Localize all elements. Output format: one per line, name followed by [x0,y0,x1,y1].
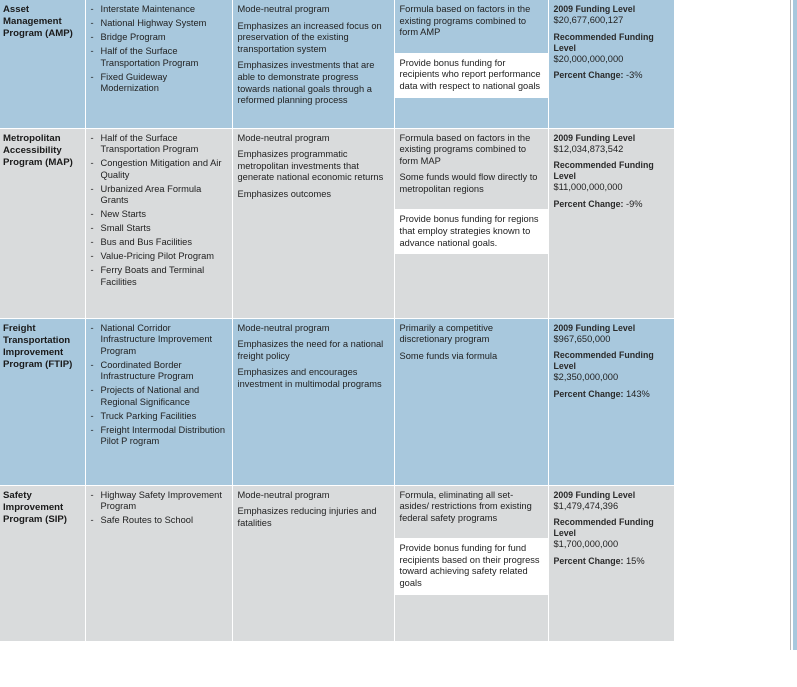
distribution-text: Some funds would flow directly to metropolitan regions [399,172,538,194]
program-name: Freight Transportation Improvement Program (FTIP) [0,318,85,485]
funding-2009-value: $12,034,873,542 [553,143,624,154]
percent-change-label: Percent Change: [553,70,624,81]
funding-2009-label: 2009 Funding Level [553,132,636,143]
percent-change [554,556,669,568]
feature-text: Emphasizes the need for a national freight policy [237,339,384,361]
recommended-funding-label: Recommended Funding Level [553,160,654,182]
recommended-funding-value: $2,350,000,000 [553,372,619,383]
feature-text: Mode-neutral program [237,489,330,500]
distribution-method [395,486,548,536]
existing-programs-list [91,323,227,449]
program-row [0,318,674,485]
list-item: - Half of the Surface Transportation Program [91,133,227,156]
percent-change-value: -3% [626,70,643,81]
program-name: Metropolitan Accessibility Program (MAP) [0,128,85,318]
list-item: - National Corridor Infrastructure Improvement Program [91,323,227,358]
list-item: - Urbanized Area Formula Grants [91,184,227,207]
list-item: - Bridge Program [91,32,227,44]
funding-2009-value: $1,479,474,396 [553,500,619,511]
page-edge-bar [793,0,797,650]
features-cell [232,0,394,128]
page-edge-line [790,0,791,650]
distribution-text: Formula based on factors in the existing programs combined to form AMP [399,4,531,38]
recommended-funding-label: Recommended Funding Level [553,31,654,53]
percent-change-value: 15% [626,555,645,566]
features-cell [232,485,394,641]
feature-text: Mode-neutral program [237,322,330,333]
distribution-method [395,319,548,374]
distribution-cell [394,485,548,641]
existing-programs-list [91,4,227,95]
distribution-text: Formula based on factors in the existing programs combined to form MAP [399,132,531,166]
list-item: - Value-Pricing Pilot Program [91,251,227,263]
list-item: - National Highway System [91,18,227,30]
program-row [0,128,674,318]
funding-2009-label: 2009 Funding Level [553,322,636,333]
funding-cell [548,0,674,128]
recommended-funding-value: $1,700,000,000 [553,539,619,550]
funding-cell [548,128,674,318]
list-item: - Safe Routes to School [91,515,227,527]
list-item: - Small Starts [91,223,227,235]
existing-programs-cell [85,0,232,128]
recommended-funding-label: Recommended Funding Level [553,350,654,372]
distribution-text: Primarily a competitive discretionary program [399,322,494,345]
program-name: Safety Improvement Program (SIP) [0,485,85,641]
percent-change [554,389,669,401]
distribution-cell [394,318,548,485]
funding-2009-label: 2009 Funding Level [553,489,636,500]
recommended-funding-value: $20,000,000,000 [553,53,624,64]
list-item: - Interstate Maintenance [91,4,227,16]
distribution-text: Formula, eliminating all set-asides/ restrictions from existing federal safety programs [399,489,532,523]
list-item: - Congestion Mitigation and Air Quality [91,158,227,181]
percent-change-label: Percent Change: [553,388,624,399]
list-item: - Coordinated Border Infrastructure Program [91,360,227,383]
feature-text: Emphasizes outcomes [237,188,332,199]
percent-change-value: -9% [626,198,643,209]
distribution-method [395,129,548,207]
percent-change [554,199,669,211]
distribution-text: Some funds via formula [399,350,498,361]
funding-2009-label: 2009 Funding Level [553,4,636,14]
list-item: - Highway Safety Improvement Program [91,490,227,513]
list-item: - Freight Intermodal Distribution Pilot P rogram [91,425,227,448]
bonus-funding-note: Provide bonus funding for regions that employ strategies known to advance national goals. [395,209,548,254]
recommended-funding-label: Recommended Funding Level [553,517,654,539]
list-item: - Ferry Boats and Terminal Facilities [91,265,227,288]
existing-programs-cell [85,128,232,318]
distribution-cell [394,128,548,318]
program-name: Asset Management Program (AMP) [0,0,85,128]
feature-text: Emphasizes and encourages investment in multimodal programs [237,367,382,389]
percent-change-value: 143% [626,388,650,399]
percent-change [554,70,669,82]
features-cell [232,128,394,318]
list-item: - Half of the Surface Transportation Program [91,46,227,69]
feature-text: Mode-neutral program [237,132,330,143]
program-row [0,0,674,128]
funding-cell [548,318,674,485]
existing-programs-cell [85,485,232,641]
percent-change-label: Percent Change: [553,555,624,566]
recommended-funding-value: $11,000,000,000 [553,182,623,193]
program-row [0,485,674,641]
feature-text: Emphasizes programmatic metropolitan investments that generate national economic returns [237,149,384,183]
existing-programs-list [91,133,227,289]
distribution-method [395,0,548,50]
funding-cell [548,485,674,641]
feature-text: Emphasizes an increased focus on preservation of the existing transportation system [237,20,382,54]
funding-2009-value: $967,650,000 [553,333,611,344]
feature-text: Emphasizes reducing injuries and fatalities [237,506,377,528]
percent-change-label: Percent Change: [553,198,624,209]
features-cell [232,318,394,485]
funding-2009-value: $20,677,600,127 [553,15,624,25]
list-item: - Truck Parking Facilities [91,411,227,423]
list-item: - Fixed Guideway Modernization [91,72,227,95]
existing-programs-cell [85,318,232,485]
distribution-cell [394,0,548,128]
list-item: - Bus and Bus Facilities [91,237,227,249]
bonus-funding-note: Provide bonus funding for fund recipients based on their progress toward achieving safety related goals [395,538,548,594]
list-item: - New Starts [91,209,227,221]
feature-text: Emphasizes investments that are able to demonstrate progress towards national goals through a reformed planning process [237,60,375,106]
list-item: - Projects of National and Regional Significance [91,385,227,408]
bonus-funding-note: Provide bonus funding for recipients who report performance data with respect to national goals [395,53,548,98]
existing-programs-list [91,490,227,527]
feature-text: Mode-neutral program [237,4,330,14]
